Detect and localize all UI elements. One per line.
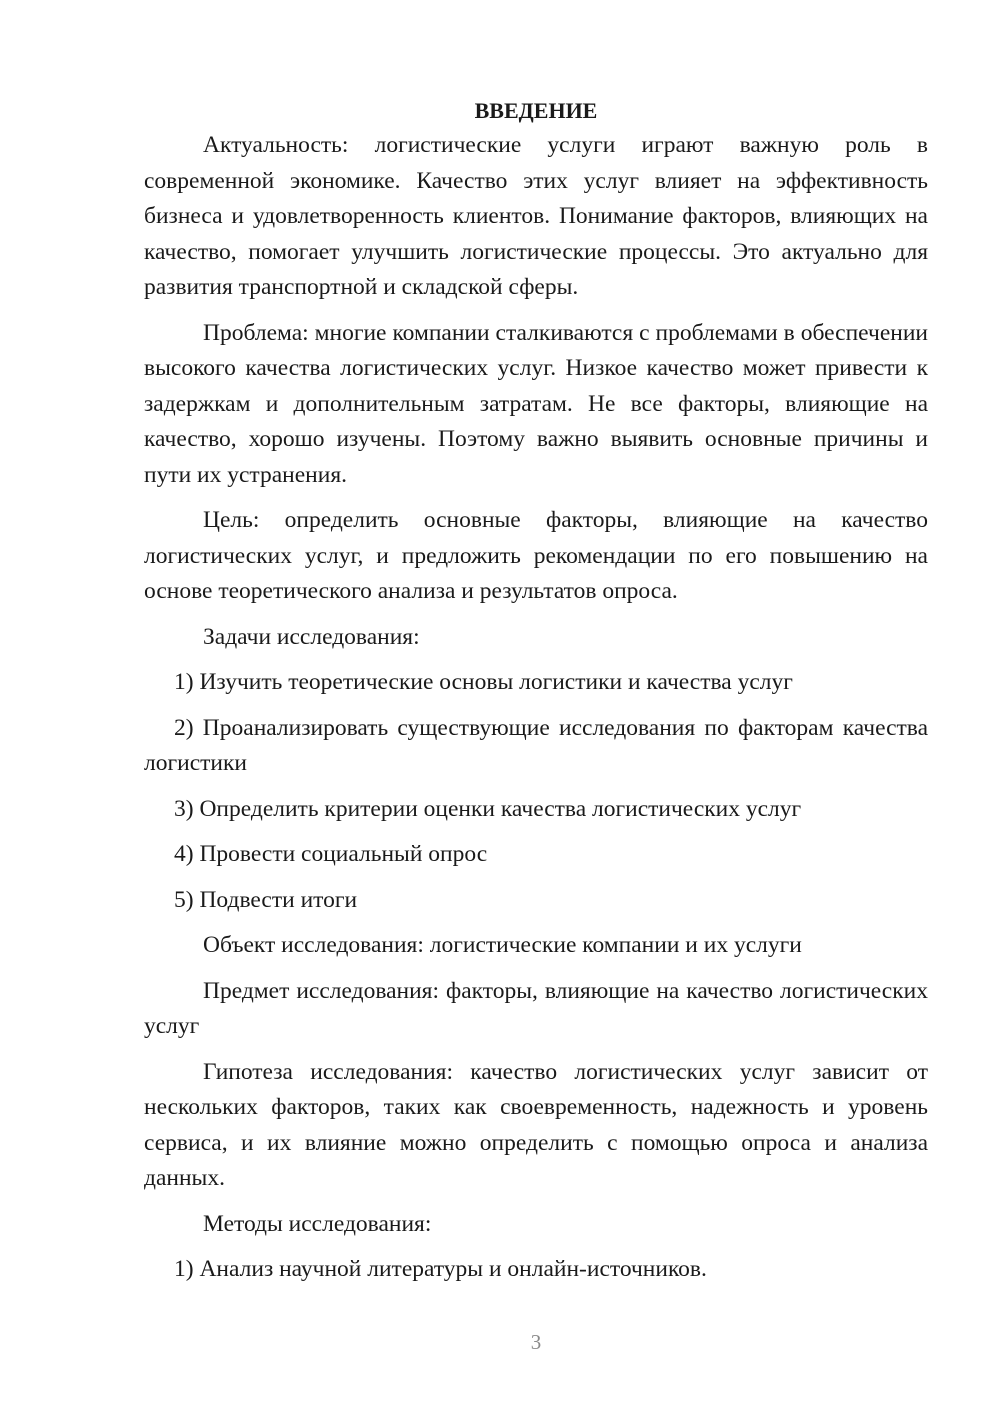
paragraph-relevance: Актуальность: логистические услуги играют важную роль в современной экономике. Качество этих услуг влияет на эффективность бизнеса и удовлетворенность клиентов. Понимание факторов, влияющих на качество, помогает улучшить логистические процессы. Это актуально для развития транспортной и складской сферы. xyxy=(144,132,928,300)
paragraph-problem: Проблема: многие компании сталкиваются с проблемами в обеспечении высокого качества логистических услуг. Низкое качество может привести к задержкам и дополнительным затратам. Не все факторы, влияющие на качество, хорошо изучены. Поэтому важно выявить основные причины и пути их устранения. xyxy=(144,319,928,488)
task-item-1: 1) Изучить теоретические основы логистики и качества услуг xyxy=(174,669,793,695)
task-item-5: 5) Подвести итоги xyxy=(174,886,358,913)
page-content xyxy=(144,93,928,1298)
task-item-2: 2) Проанализировать существующие исследования по факторам качества логистики xyxy=(144,714,928,776)
paragraph-object: Объект исследования: логистические компании и их услуги xyxy=(203,932,802,958)
paragraph-goal: Цель: определить основные факторы, влияющие на качество логистических услуг, и предложить рекомендации по его повышению на основе теоретического анализа и результатов опроса. xyxy=(144,507,928,604)
paragraph-subject: Предмет исследования: факторы, влияющие на качество логистических услуг xyxy=(144,977,928,1039)
page-title: ВВЕДЕНИЕ xyxy=(474,98,598,123)
tasks-heading: Задачи исследования: xyxy=(203,623,420,650)
method-item-1: 1) Анализ научной литературы и онлайн-источников. xyxy=(174,1256,707,1282)
methods-heading: Методы исследования: xyxy=(203,1210,432,1237)
task-item-3: 3) Определить критерии оценки качества логистических услуг xyxy=(174,795,802,822)
paragraph-hypothesis: Гипотеза исследования: качество логистических услуг зависит от нескольких факторов, таких как своевременность, надежность и уровень сервиса, и их влияние можно определить с помощью опроса и анализа данных. xyxy=(144,1058,928,1191)
page-number: 3 xyxy=(530,1330,542,1354)
task-item-4: 4) Провести социальный опрос xyxy=(174,841,488,867)
